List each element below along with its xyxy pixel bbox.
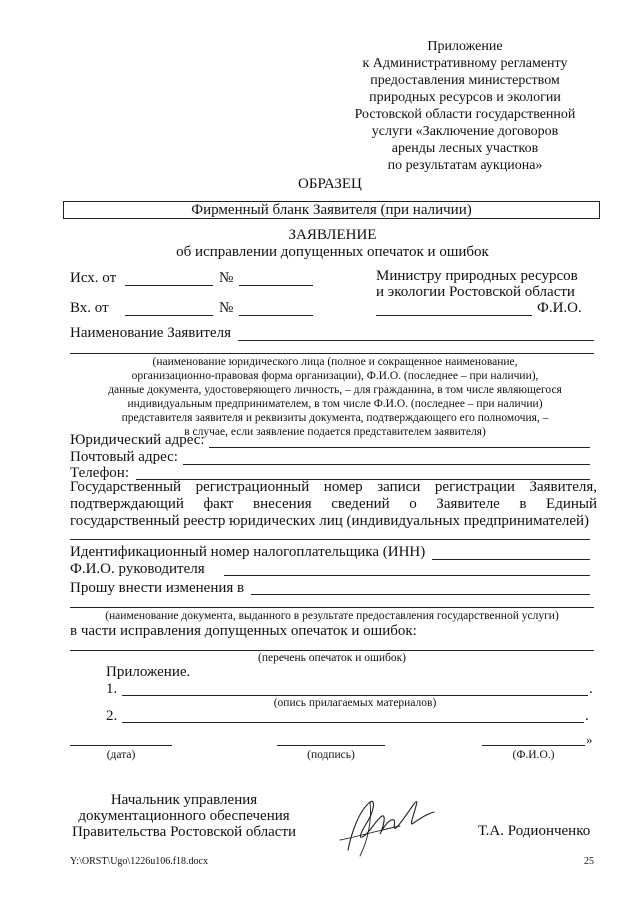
footer-position-line: Начальник управления bbox=[110, 792, 258, 808]
footer-position-line: Правительства Ростовской области bbox=[71, 824, 297, 840]
appendix-line: услуги «Заключение договоров bbox=[371, 124, 559, 139]
document-subtitle: об исправлении допущенных опечаток и ошибок bbox=[176, 244, 489, 260]
fio-caption: (Ф.И.О.) bbox=[512, 749, 555, 761]
outgoing-number-sign: № bbox=[219, 270, 234, 286]
applicant-note bbox=[70, 355, 600, 439]
attachment-item-period: . bbox=[585, 708, 589, 724]
legal-address-field[interactable] bbox=[209, 447, 590, 448]
addressee-line: Министру природных ресурсов bbox=[376, 268, 578, 284]
ogrn-text: Государственный регистрационный номер записи регистрации Заявителя, подтверждающий факт внесения сведений о Заявителе в Единый государственный реестр юридических лиц (индивидуальных предпринимателей) bbox=[70, 479, 597, 529]
date-caption: (дата) bbox=[106, 749, 136, 761]
appendix-line: аренды лесных участков bbox=[391, 141, 539, 156]
footer-position-line: документационного обеспечения bbox=[78, 808, 290, 824]
signature-field[interactable] bbox=[277, 745, 385, 746]
postal-address-label: Почтовый адрес: bbox=[70, 449, 178, 465]
fio-field[interactable] bbox=[482, 745, 585, 746]
ogrn-field[interactable] bbox=[70, 539, 590, 540]
applicant-note-line: индивидуальным предпринимателем, в том числе Ф.И.О. (последнее – при наличии) bbox=[127, 398, 543, 410]
applicant-note-line: представителя заявителя и реквизиты документа, подтверждающего его полномочия, – bbox=[121, 412, 549, 424]
attachment-item-field[interactable] bbox=[122, 722, 584, 723]
applicant-name-field[interactable] bbox=[238, 340, 594, 341]
file-path: Y:\ORST\Ugo\1226u106.f18.docx bbox=[70, 856, 208, 867]
addressee-fio-field[interactable] bbox=[376, 315, 532, 316]
errors-note: (перечень опечаток и ошибок) bbox=[257, 652, 407, 664]
applicant-note-line: в случае, если заявление подается представителем заявителя) bbox=[184, 426, 486, 438]
attachment-label: Приложение. bbox=[106, 664, 191, 680]
head-fio-label: Ф.И.О. руководителя bbox=[70, 561, 205, 577]
signer-name: Т.А. Родионченко bbox=[478, 823, 591, 839]
appendix-line: Ростовской области государственной bbox=[354, 107, 576, 122]
footer-position bbox=[70, 792, 298, 840]
sample-label: ОБРАЗЕЦ bbox=[298, 176, 362, 192]
attachment-item-period: . bbox=[589, 681, 593, 697]
correction-text: в части исправления допущенных опечаток и ошибок: bbox=[70, 623, 417, 639]
page-number: 25 bbox=[584, 856, 594, 867]
request-document-field-2[interactable] bbox=[70, 607, 594, 608]
phone-label: Телефон: bbox=[70, 465, 129, 481]
appendix-line: к Административному регламенту bbox=[362, 56, 568, 71]
appendix-line: Приложение bbox=[427, 39, 503, 54]
appendix-line: предоставления министерством bbox=[370, 73, 560, 88]
closing-quote: » bbox=[586, 732, 593, 747]
appendix-line: по результатам аукциона» bbox=[387, 158, 543, 173]
incoming-date-field[interactable] bbox=[125, 315, 213, 316]
applicant-name-field-2[interactable] bbox=[70, 353, 594, 354]
outgoing-label: Исх. от bbox=[70, 270, 117, 286]
date-field[interactable] bbox=[70, 745, 172, 746]
handwritten-signature-icon bbox=[330, 790, 450, 860]
incoming-number-sign: № bbox=[219, 300, 234, 316]
applicant-note-line: организационно-правовая форма организации), Ф.И.О. (последнее – при наличии), bbox=[131, 370, 539, 382]
incoming-number-field[interactable] bbox=[239, 315, 313, 316]
letterhead-box: Фирменный бланк Заявителя (при наличии) bbox=[63, 201, 600, 219]
inn-field[interactable] bbox=[432, 559, 590, 560]
attachment-item-number: 2. bbox=[106, 708, 118, 724]
applicant-note-line: данные документа, удостоверяющего личность, – для гражданина, в том числе являющегося bbox=[108, 384, 562, 396]
addressee-line: и экологии Ростовской области bbox=[376, 284, 575, 300]
appendix-line: природных ресурсов и экологии bbox=[369, 90, 561, 105]
document-note: (наименование документа, выданного в результате предоставления государственной услуги) bbox=[105, 610, 559, 622]
appendix-header bbox=[340, 38, 590, 174]
head-fio-field[interactable] bbox=[224, 575, 590, 576]
outgoing-date-field[interactable] bbox=[125, 285, 213, 286]
outgoing-number-field[interactable] bbox=[239, 285, 313, 286]
request-document-field[interactable] bbox=[251, 594, 590, 595]
materials-note: (опись прилагаемых материалов) bbox=[273, 697, 437, 709]
signature-caption: (подпись) bbox=[307, 749, 355, 761]
applicant-name-label: Наименование Заявителя bbox=[70, 325, 231, 341]
applicant-note-line: (наименование юридического лица (полное и сокращенное наименование, bbox=[152, 356, 518, 368]
incoming-label: Вх. от bbox=[70, 300, 109, 316]
legal-address-label: Юридический адрес: bbox=[70, 432, 205, 448]
inn-label: Идентификационный номер налогоплательщика (ИНН) bbox=[70, 544, 426, 560]
addressee-fio-label: Ф.И.О. bbox=[537, 300, 582, 316]
attachment-item-number: 1. bbox=[106, 681, 118, 697]
document-title: ЗАЯВЛЕНИЕ bbox=[288, 227, 377, 243]
request-label: Прошу внести изменения в bbox=[70, 580, 245, 596]
postal-address-field[interactable] bbox=[183, 464, 590, 465]
